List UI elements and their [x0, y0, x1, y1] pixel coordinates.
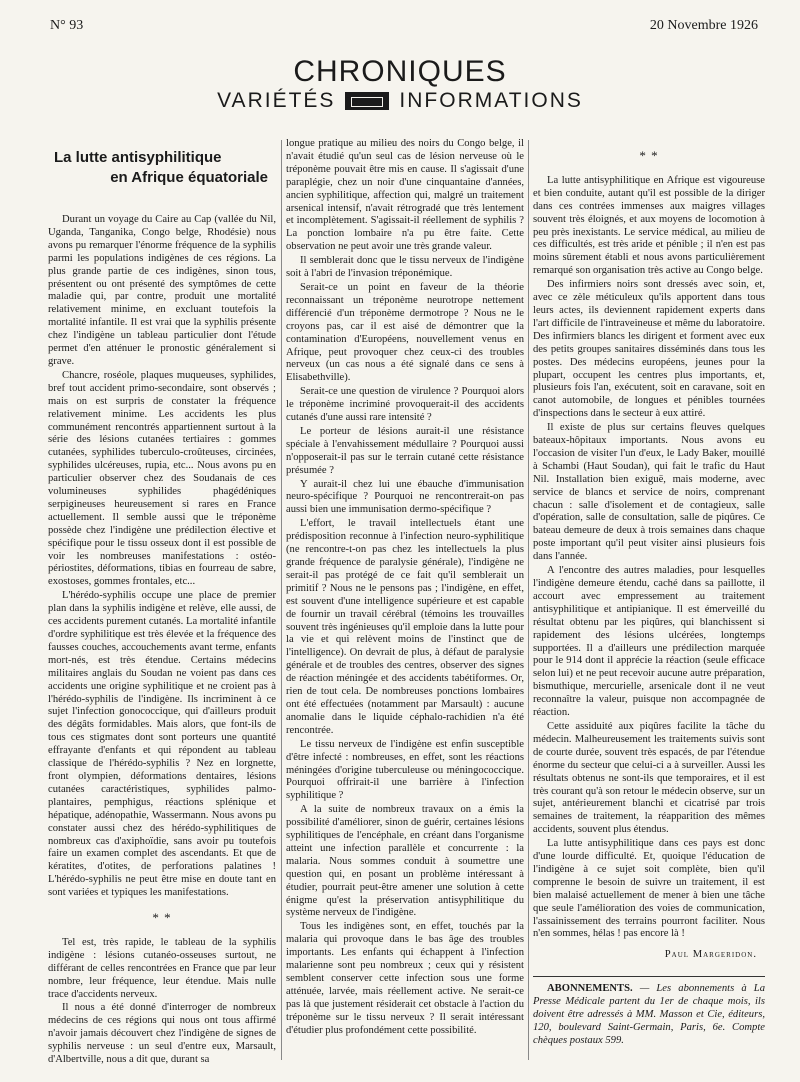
abonnements-rule: [533, 976, 765, 977]
masthead-chroniques: CHRONIQUES: [293, 55, 507, 88]
abonnements-notice: [533, 983, 765, 1048]
paragraph: Il nous a été donné d'interroger de nombreux médecins de ces régions qui nous ont tous affirmé n'avoir jamais découvert chez l'indigène de signes de syphilis nerveuse : un seul d'entre eux, Marsault, d'Albertville, nous a dit que, durant sa: [48, 1002, 276, 1066]
paragraph: Y aurait-il chez lui une ébauche d'immunisation neuro-spécifique ? Pourquoi ne rencontrerait-on pas aussi bien une immunisation dermo-spécifique ?: [286, 478, 524, 516]
paragraph: Il existe de plus sur certains fleuves quelques bateaux-hôpitaux importants. Nous avons eu l'occasion de visiter l'un d'eux, le Lady Baker, mouillé à Schambi (Haut Soudan), qui fait le trafic du Haut Nil. Installation bien exiguë, mais moderne, avec service de blancs et service de noirs, comprenant chacun : salle d'isolement et de contagieux, salle d'opération, salle de consultation, salle de piqûres. Ce bateau demeure de deux à trois semaines dans chaque poste important qu'il peut visiter ainsi plusieurs fois dans l'année.: [533, 422, 765, 563]
paragraph: Durant un voyage du Caire au Cap (vallée du Nil, Uganda, Tanganika, Congo belge, Rhodésie) nous avons pu remarquer l'énorme fréquence de la syphilis parmi les populations indigènes de ces régions. La plus grande partie de ces indigènes, sinon tous, présentent ou ont présenté des symptômes de cette maladie qui, par contre, produit une mortalité relativement minime, en excluant toutefois la mortalité infantile. Il est vrai que la syphilis présente chez l'indigène un tableau particulier dont l'étude permet d'en atténuer le pronostic généralement si grave.: [48, 214, 276, 367]
column-2: [286, 138, 524, 1039]
section-separator: * *: [639, 148, 659, 163]
section-separator: * *: [152, 910, 172, 926]
paragraph: La lutte antisyphilitique dans ces pays est donc d'une lourde difficulté. Et, quoique l'éducation de l'indigène à ce sujet soit complète, bien qu'il comprenne le besoin de suivre un traitement, il est bien malaisé actuellement de mener à bien une tâche que seule l'amélioration des voies de communication, l'assainissement des terrains pourront faciliter. Nous n'en sommes, hélas ! pas encore là !: [533, 838, 765, 940]
paragraph: A la suite de nombreux travaux on a émis la possibilité d'améliorer, sinon de guérir, certaines lésions syphilitiques de l'encéphale, en créant dans l'organisme atteint une infection parallèle et concurrente : la malaria. Nous sommes conduit à soumettre une question qui, en posant un problème intéressant à étudier, pourrait peut-être amener une solution à cette énigme qu'est la préservation antisyphilitique du système nerveux de l'indigène.: [286, 804, 524, 919]
issue-number: N° 93: [50, 18, 84, 33]
abonnements-text: — Les abonnements à La Presse Médicale partent du 1er de chaque mois, ils doivent être adressés à MM. Masson et Cie, éditeurs, 120, boulevard Saint-Germain, Paris, 6e. Compte chèques postaux 599.: [533, 983, 765, 1046]
paragraph: Chancre, roséole, plaques muqueuses, syphilides, bref tout accident primo-secondaire, sont observés ; mais on est surpris de constater la fréquence relativement minime. Les accidents les plus communément rencontrés appartiennent surtout à la série des lésions cutanées tertiaires : gommes cutanées, syphilides tuberculo-croûteuses, circinées, syphilides ulcéreuses, rupia, etc... Nous avons pu en particulier observer chez des Soudanais de ces volumineuses syphilides phagédéniques serpigineuses heureusement si rares en France actuellement. Il semble aussi que le tréponème possède chez l'indigène une prédilection élective et spécifique pour le tissu osseux dont il est possible de voir les nombreuses manifestations : ostéo-périostites, déformations, tibias en fourreau de sabre, exostoses, gommes frontales, etc...: [48, 369, 276, 588]
paragraph: Tel est, très rapide, le tableau de la syphilis indigène : lésions cutanéo-osseuses surtout, ne différant de celles rencontrées en France que par leur nombre, leur fréquence, leur étendue. Mais nulle trace d'accidents nerveux.: [48, 936, 276, 1000]
paragraph: Le tissu nerveux de l'indigène est enfin susceptible d'être infecté : nombreuses, en effet, sont les réactions méningées d'origine tuberculeuse ou méningococcique. Pourquoi offrirait-il une barrière à l'infection syphilitique ?: [286, 738, 524, 802]
column-3: [533, 138, 765, 1049]
article-title-line2: en Afrique équatoriale: [110, 169, 268, 186]
masthead-varietes: VARIÉTÉS: [217, 89, 336, 112]
masthead: [0, 56, 800, 114]
issue-date: 20 Novembre 1926: [649, 18, 758, 33]
article-title-line1: La lutte antisyphilitique: [54, 149, 222, 166]
abonnements-label: ABONNEMENTS.: [547, 983, 633, 995]
column-1: [48, 138, 276, 1068]
paragraph: Le porteur de lésions aurait-il une résistance spéciale à l'envahissement médullaire ? Pourquoi aussi n'opposerait-il pas sur le terrain cutané cette résistance présumée ?: [286, 425, 524, 476]
paragraph: Il semblerait donc que le tissu nerveux de l'indigène soit à l'abri de l'invasion tréponémique.: [286, 255, 524, 280]
column-divider-1: [281, 140, 282, 1060]
paragraph: longue pratique au milieu des noirs du Congo belge, il n'avait étudié qu'un seul cas de lésion nerveuse où le tréponème pouvait être mis en cause. Il s'agissait d'une paraplégie, chez un noir d'une cinquantaine d'années, ancien syphilitique, affection qui, malgré un traitement arsenical intensif, n'avait rétrogradé que très lentement et incomplètement. S'agissait-il réellement de syphilis ? La ponction lombaire n'a pu être faite. Cette observation ne peut avoir une très grande valeur.: [286, 138, 524, 253]
paragraph: Cette assiduité aux piqûres facilite la tâche du médecin. Malheureusement les traitements suivis sont de courte durée, souvent très espacés, de par l'étendue énorme du secteur que celui-ci a à surveiller. Aussi les résultats obtenus ne sont-ils que temporaires, et il est très courant qu'à son retour le médecin observe, sur un sujet, antérieurement blanchi et cicatrisé par trois semaines de traitement, la réapparition des mêmes accidents, souvent plus étendus.: [533, 720, 765, 836]
paragraph: Tous les indigènes sont, en effet, touchés par la malaria qui provoque dans le bas âge des troubles importants. Les enfants qui échappent à l'infection malarienne sont peu nombreux ; ceux qui y résistent semblent conserver cette infection sous une forme atténuée, larvée, mais réellement active. Ne serait-ce pas là que justement résiderait cet obstacle à l'action du tréponème sur le tissu nerveux ? Il serait intéressant d'étudier plus profondément cette possibilité.: [286, 921, 524, 1036]
masthead-subtitle: [0, 88, 800, 114]
paragraph: A l'encontre des autres maladies, pour lesquelles l'indigène demeure étendu, caché dans sa paillotte, il accourt avec empressement au traitement antisyphilitique et antipianique. Il est émerveillé du résultat obtenu par les piqûres, qui blanchissent si rapidement des lésions ulcérées, longtemps supportées. Il a d'ailleurs une prédilection marquée pour le 914 dont il apprécie la réaction (seule efficace selon lui) et ne peut recevoir aucune autre préparation, bismuthique, mercurielle, arsenicale dont il ne veut reconnaître la valeur, puisque non accompagnée de réaction.: [533, 565, 765, 719]
paragraph: Serait-ce un point en faveur de la théorie reconnaissant un tréponème neurotrope nettement différencié d'un tréponème dermotrope ? Nous ne le croyons pas, car il est aisé de démontrer que la contamination d'Européens, nouvellement venus en Afrique, peut provoquer chez ceux-ci des troubles nerveux (un cas nous a été signalé dans ce sens à Elisabethville).: [286, 281, 524, 384]
paragraph: L'effort, le travail intellectuels étant une prédisposition reconnue à l'infection neuro-syphilitique (ne rencontre-t-on pas chez les intellectuels la plus grande fréquence de paralysie générale), l'indigène ne serait-il pas protégé de ce fait qu'il semblerait un primitif ? Nous ne le pensons pas ; l'indigène, en effet, est souvent d'une intelligence supérieure et est capable de fournir un travail cérébral (témoins les trouvailles souvent très ingénieuses qu'il emploie dans la lutte pour la vie et qui relèvent moins de l'instinct que de l'intelligence). On devrait de plus, à défaut de paralysie générale et de troubles des centres, observer des signes de réaction méningée et des accidents tabétiformes. Or, rien de tout cela. De nombreuses ponctions lombaires ont été effectuées (notamment par Marsault) : aucune anomalie dans le liquide céphalo-rachidien n'a été rencontrée.: [286, 518, 524, 736]
masthead-informations: INFORMATIONS: [399, 89, 583, 112]
paragraph: Des infirmiers noirs sont dressés avec soin, et, avec ce zèle méticuleux qu'ils apportent dans tous leurs actes, ils deviennent rapidement experts dans l'art difficile de l'intraveineuse et même du laboratoire. Des infirmiers blancs les dirigent et forment avec eux des petits groupes sanitaires disséminés dans tous les postes. Des médecins européens, jeunes pour la plupart, occupent les centres plus importants, et, plusieurs fois l'an, exécutent, soit en caravane, soit en canot automobile, de longues et pénibles tournées d'inspections dans le secteur à eux attiré.: [533, 279, 765, 420]
paragraph: Serait-ce une question de virulence ? Pourquoi alors le tréponème incriminé provoquerait-il des accidents cutanés d'une aussi rare intensité ?: [286, 386, 524, 424]
author-signature: Paul Margeridon.: [664, 949, 757, 961]
column-divider-2: [528, 140, 529, 1060]
paragraph: La lutte antisyphilitique en Afrique est vigoureuse et bien conduite, autant qu'il est possible de la diriger dans ces contrées immenses aux maigres villages souvent très éloignés, et aux moyens de locomotion à peu près inexistants. Le service médical, au milieu de ces difficultés, est très aride et pénible ; il n'en est pas moins sûrement établi et nous avons particulièrement remarqué son organisation très active au Congo belge.: [533, 174, 765, 277]
masthead-emblem-icon: [345, 92, 389, 110]
paragraph: L'hérédo-syphilis occupe une place de premier plan dans la syphilis indigène et relève, elle aussi, de ces accidents purement cutanés. La mortalité infantile d'ordre syphilitique est très élevée et la fréquence des fausses couches, accouchements avant terme, enfants mort-nés, est très étendue. Certains médecins militaires anglais du Soudan ne voient pas dans ces accidents une origine syphilitique et ne croient pas à l'hérédo-syphilis de l'indigène. Ils incriminent à ce sujet l'infection gonococcique, qui d'ailleurs produit des dégâts formidables. Mais alors, que font-ils de tous ces stigmates dont sont porteurs une quantité effrayante d'enfants et qui répondent au tableau classique de l'hérédo-syphilis ? Nez en lorgnette, front olympien, déformations dentaires, lésions cutanées caractéristiques, syphilides palmo-plantaires, pemphigus, réactions splénique et hépatique, adénopathie, Wassermann. Nous avons pu constater aussi chez des hérédo-syphilitiques de nombreux cas d'axiphoïdie, sans avoir pu toutefois faire un examen complet des ascendants. Et que de kératites, d'otites, de perforations palatines ! L'hérédo-syphilis ne peut être mise en doute tant en sont variées et typiques les manifestations.: [48, 590, 276, 899]
